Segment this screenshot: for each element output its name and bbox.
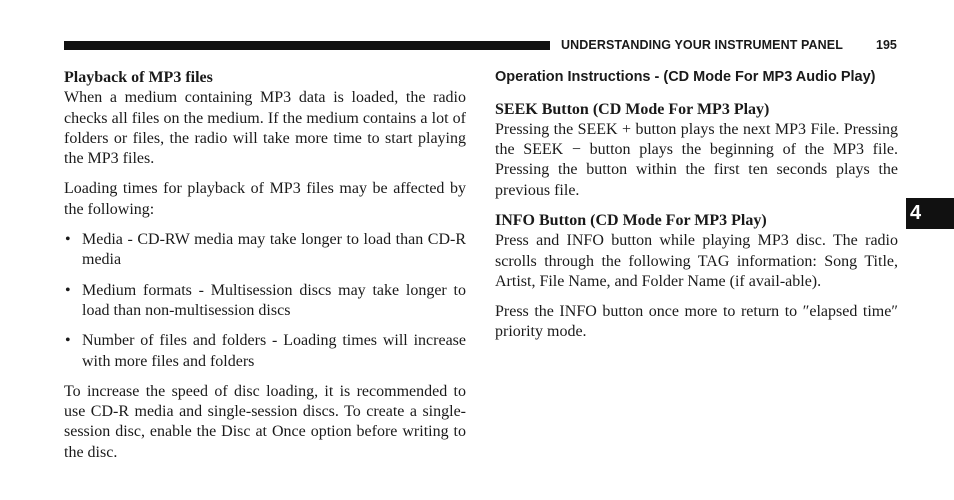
info-return-paragraph: Press the INFO button once more to return to ″elapsed time″ priority mode.: [495, 303, 898, 341]
left-column: [64, 68, 466, 463]
bullet-icon: •: [65, 332, 71, 350]
right-column: [495, 68, 898, 343]
seek-heading: SEEK Button (CD Mode For MP3 Play): [495, 100, 770, 118]
operation-heading: Operation Instructions - (CD Mode For MP3 Audio Play): [495, 69, 876, 85]
running-header-title: UNDERSTANDING YOUR INSTRUMENT PANEL: [561, 38, 843, 52]
bullet-icon: •: [65, 231, 71, 249]
loading-factors-list: [64, 230, 466, 372]
list-item-text: Medium formats - Multisession discs may take longer to load than non-multisession discs: [82, 281, 466, 319]
chapter-tab: 4: [906, 198, 954, 229]
playback-paragraph: When a medium containing MP3 data is loaded, the radio checks all files on the medium. If the medium contains a lot of folders or files, the radio will take more time to start playing the MP3 files.: [64, 89, 466, 168]
bullet-icon: •: [65, 281, 71, 299]
info-heading: INFO Button (CD Mode For MP3 Play): [495, 211, 767, 229]
list-item: [64, 331, 466, 372]
page-number: 195: [876, 38, 897, 52]
list-item-text: Number of files and folders - Loading times will increase with more files and folders: [82, 332, 466, 370]
header-rule: [64, 41, 550, 50]
speed-paragraph: To increase the speed of disc loading, it is recommended to use CD-R media and single-session discs. To create a single-session disc, enable the Disc at Once option before writing to the disc.: [64, 382, 466, 461]
seek-paragraph: Pressing the SEEK + button plays the next MP3 File. Pressing the SEEK − button plays the beginning of the MP3 file. Pressing the button within the first ten seconds plays the previous file.: [495, 120, 898, 199]
list-item: [64, 281, 466, 322]
playback-heading: Playback of MP3 files: [64, 69, 213, 86]
list-item: [64, 230, 466, 271]
info-paragraph: Press and INFO button while playing MP3 disc. The radio scrolls through the following TAG information: Song Title, Artist, File Name, and Folder Name (if avail-able).: [495, 232, 898, 290]
list-item-text: Media - CD-RW media may take longer to load than CD-R media: [82, 231, 466, 269]
loading-paragraph: Loading times for playback of MP3 files may be affected by the following:: [64, 180, 466, 218]
